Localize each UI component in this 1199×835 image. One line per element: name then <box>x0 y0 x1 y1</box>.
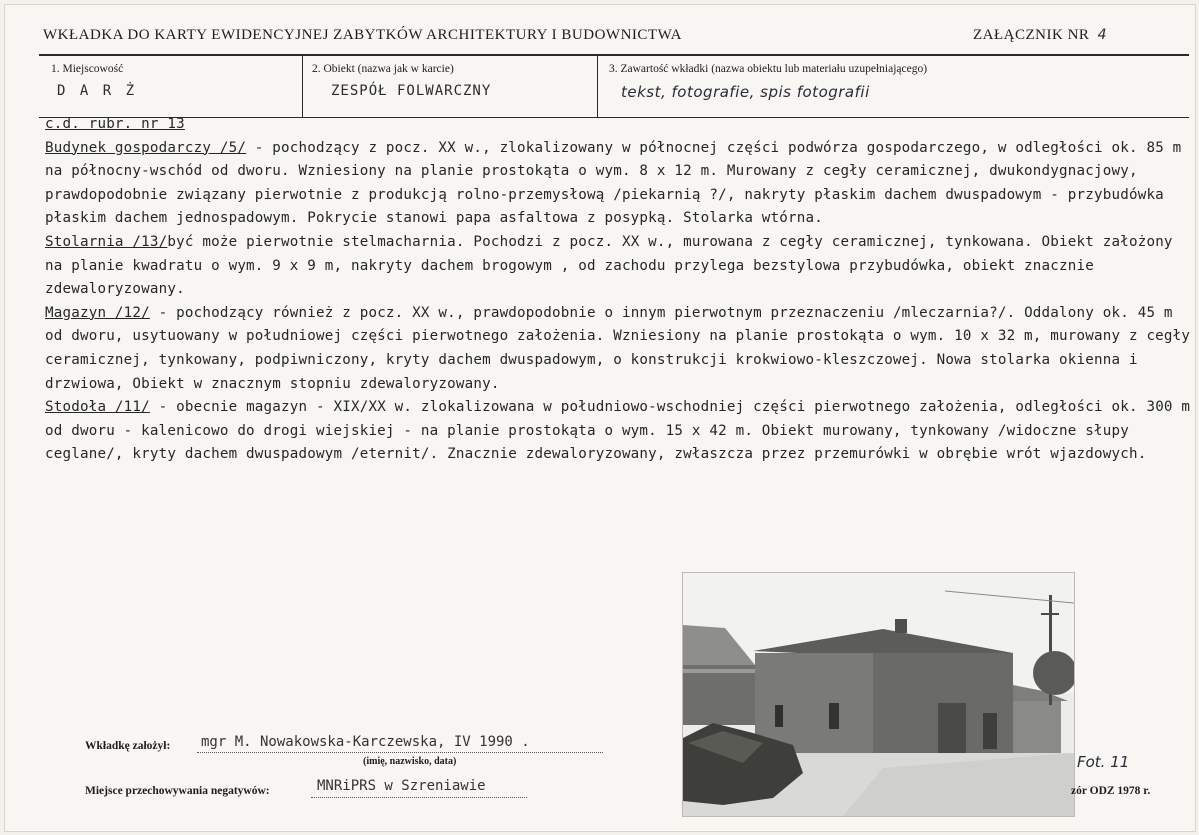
entry-paragraph <box>45 231 1193 302</box>
field-contents-value: tekst, fotografie, spis fotografii <box>621 83 870 101</box>
header-top-rule <box>39 54 1189 56</box>
field-object-value: ZESPÓŁ FOLWARCZNY <box>331 83 492 99</box>
continuation-note: c.d. rubr. nr 13 <box>45 116 185 132</box>
author-value: mgr M. Nowakowska-Karczewska, IV 1990 . <box>201 734 530 750</box>
storage-value: MNRiPRS w Szreniawie <box>317 778 486 794</box>
form-code: zór ODZ 1978 r. <box>1071 785 1151 797</box>
author-caption: (imię, nazwisko, data) <box>363 756 457 767</box>
entry-heading: Budynek gospodarczy /5/ <box>45 139 247 156</box>
description-body <box>45 113 1193 467</box>
entry-text: - obecnie magazyn - XIX/XX w. zlokalizowana w południowo-wschodniej części pierwotnego założenia, odległości ok. 300 m od dworu - kalenicowo do drogi wiejskiej - na planie prostokąta o wym. 15 x 42 m. Obiekt murowany, tynkowany /widoczne słupy ceglane/, kryty dachem dwuspadowym /eternit/. Znacznie zdewaloryzowany, zwłaszcza przez przemurówki w obrębie wrót wjazdowych. <box>45 399 1191 463</box>
field-divider-1 <box>302 55 303 117</box>
entry-paragraph <box>45 302 1193 396</box>
record-card <box>4 4 1196 832</box>
field-object-label: 2. Obiekt (nazwa jak w karcie) <box>312 63 454 75</box>
annex-number: 4 <box>1097 27 1108 43</box>
building-photo <box>682 572 1075 817</box>
photo-caption: Fot. 11 <box>1077 753 1130 771</box>
entry-paragraph <box>45 396 1193 467</box>
author-label: Wkładkę założył: <box>85 740 171 752</box>
entry-paragraph <box>45 137 1193 231</box>
field-contents-label: 3. Zawartość wkładki (nazwa obiektu lub materiału uzupełniającego) <box>609 63 928 75</box>
annex-label-text: ZAŁĄCZNIK NR <box>973 27 1090 43</box>
storage-label: Miejsce przechowywania negatywów: <box>85 785 270 797</box>
form-title: WKŁADKA DO KARTY EWIDENCYJNEJ ZABYTKÓW ARCHITEKTURY I BUDOWNICTWA <box>43 27 682 43</box>
storage-dotline <box>311 797 527 798</box>
entry-heading: Stodoła /11/ <box>45 399 150 416</box>
field-divider-2 <box>597 55 598 117</box>
entry-text: - pochodzący z pocz. XX w., zlokalizowany w północnej części podwórza gospodarczego, w odległości ok. 85 m na północny-wschód od dworu. Wzniesiony na planie prostokąta o wym. 8 x 12 m. Murowany z cegły ceramicznej, dwukondygnacjowy, prawdopodobnie związany pierwotnie z produkcją rolno-przemysłową /piekarnią ?/, nakryty płaskim dachem dwuspadowym - przybudówka płaskim dachem jednospadowym. Pokrycie stanowi papa asfaltowa z posypką. Stolarka wtórna. <box>45 139 1182 227</box>
annex-label <box>973 27 1107 44</box>
field-locality-value: D A R Ż <box>57 83 138 99</box>
field-locality-label: 1. Miejscowość <box>51 63 124 75</box>
entry-heading: Magazyn /12/ <box>45 304 150 321</box>
entry-text: - pochodzący również z pocz. XX w., prawdopodobnie o innym pierwotnym przeznaczeniu /mleczarnia?/. Oddalony ok. 45 m od dworu, usytuowany w południowej części pierwotnego założenia. Wzniesiony na planie prostokąta o wym. 10 x 32 m, murowany z cegły ceramicznej, tynkowany, podpiwniczony, kryty dachem dwuspadowym, o konstrukcji krokwiowo-kleszczowej. Nowa stolarka okienna i drzwiowa, Obiekt w znacznym stopniu zdewaloryzowany. <box>45 304 1191 392</box>
building-photo-drawing <box>683 573 1074 816</box>
entry-text: być może pierwotnie stelmacharnia. Pochodzi z pocz. XX w., murowana z cegły ceramicznej, tynkowana. Obiekt założony na planie kwadratu o wym. 9 x 9 m, nakryty dachem brogowym , od zachodu przylega bezstylowa przybudówka, obiekt znacznie zdewaloryzowany. <box>45 233 1173 298</box>
entry-heading: Stolarnia /13/ <box>45 233 168 250</box>
author-dotline <box>197 752 603 753</box>
